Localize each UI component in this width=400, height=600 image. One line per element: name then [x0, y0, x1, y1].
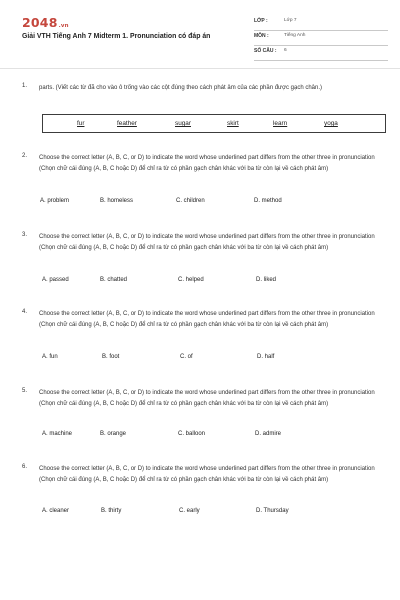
- answer-options: [40, 277, 370, 287]
- option-c[interactable]: C. helped: [178, 277, 204, 283]
- question-text: Choose the correct letter (A, B, C, or D) to indicate the word whose underlined part differs from the other three in pronunciation (Chọn chữ cái đúng (A, B, C hoặc D) để chỉ ra từ có phần gạch chân khác với ba từ còn lại về cách phát âm): [39, 390, 375, 407]
- page-title: Giải VTH Tiếng Anh 7 Midterm 1. Pronunciation có đáp án: [22, 33, 211, 40]
- option-a[interactable]: A. fun: [42, 354, 58, 360]
- question-number: 1.: [22, 83, 28, 89]
- answer-options: [40, 431, 370, 441]
- word-item: fur: [77, 120, 85, 127]
- word-item: learn: [273, 120, 288, 127]
- option-d[interactable]: D. admire: [255, 431, 282, 437]
- meta-value: Tiếng Anh: [284, 33, 306, 38]
- logo-main: 2048: [22, 15, 58, 30]
- option-c[interactable]: C. children: [176, 198, 205, 204]
- option-b[interactable]: B. orange: [100, 431, 127, 437]
- word-box: [42, 114, 386, 133]
- answer-options: [40, 508, 370, 518]
- option-b[interactable]: B. foot: [102, 354, 120, 360]
- option-c[interactable]: C. early: [179, 508, 200, 514]
- question-text: Choose the correct letter (A, B, C, or D) to indicate the word whose underlined part differs from the other three in pronunciation (Chọn chữ cái đúng (A, B, C hoặc D) để chỉ ra từ có phần gạch chân khác với ba từ còn lại về cách phát âm): [39, 234, 375, 251]
- site-logo[interactable]: [22, 15, 69, 30]
- option-b[interactable]: B. thirty: [101, 508, 122, 514]
- logo-domain: .vn: [58, 23, 69, 29]
- option-d[interactable]: D. half: [257, 354, 275, 360]
- question-number: 6.: [22, 464, 28, 470]
- option-c[interactable]: C. balloon: [178, 431, 206, 437]
- option-d[interactable]: D. Thursday: [256, 508, 289, 514]
- meta-row-class: [254, 16, 388, 31]
- meta-row-count: [254, 46, 388, 61]
- question-text: Choose the correct letter (A, B, C, or D) to indicate the word whose underlined part differs from the other three in pronunciation (Chọn chữ cái đúng (A, B, C hoặc D) để chỉ ra từ có phần gạch chân khác với ba từ còn lại về cách phát âm): [39, 155, 375, 172]
- option-b[interactable]: B. chatted: [100, 277, 128, 283]
- option-c[interactable]: C. of: [180, 354, 193, 360]
- option-a[interactable]: A. passed: [42, 277, 69, 283]
- option-a[interactable]: A. machine: [42, 431, 73, 437]
- word-item: skirt: [227, 120, 239, 127]
- meta-label: MÔN :: [254, 33, 269, 39]
- answer-options: [40, 198, 370, 208]
- question-text: Choose the correct letter (A, B, C, or D) to indicate the word whose underlined part differs from the other three in pronunciation (Chọn chữ cái đúng (A, B, C hoặc D) để chỉ ra từ có phần gạch chân khác với ba từ còn lại về cách phát âm): [39, 311, 375, 328]
- option-d[interactable]: D. liked: [256, 277, 277, 283]
- question-number: 3.: [22, 232, 28, 238]
- question-text: parts. (Viết các từ đã cho vào ô trống vào các cột đúng theo cách phát âm của các phần được gạch chân.): [39, 85, 323, 91]
- answer-options: [40, 354, 370, 364]
- meta-table: [254, 16, 388, 61]
- header-divider: [0, 68, 400, 69]
- option-d[interactable]: D. method: [254, 198, 282, 204]
- question-number: 4.: [22, 309, 28, 315]
- question-number: 5.: [22, 388, 28, 394]
- meta-value: 6: [284, 48, 287, 53]
- question-number: 2.: [22, 153, 28, 159]
- question-text: Choose the correct letter (A, B, C, or D) to indicate the word whose underlined part differs from the other three in pronunciation (Chọn chữ cái đúng (A, B, C hoặc D) để chỉ ra từ có phần gạch chân khác với ba từ còn lại về cách phát âm): [39, 466, 375, 483]
- meta-value: Lớp 7: [284, 18, 297, 23]
- word-item: yoga: [324, 120, 338, 127]
- meta-label: SỐ CÂU :: [254, 48, 277, 54]
- page-header: [0, 0, 400, 74]
- option-a[interactable]: A. problem: [40, 198, 70, 204]
- option-b[interactable]: B. homeless: [100, 198, 134, 204]
- meta-label: LỚP :: [254, 18, 268, 24]
- word-item: feather: [117, 120, 137, 127]
- word-item: sugar: [175, 120, 191, 127]
- option-a[interactable]: A. cleaner: [42, 508, 70, 514]
- meta-row-subject: [254, 31, 388, 46]
